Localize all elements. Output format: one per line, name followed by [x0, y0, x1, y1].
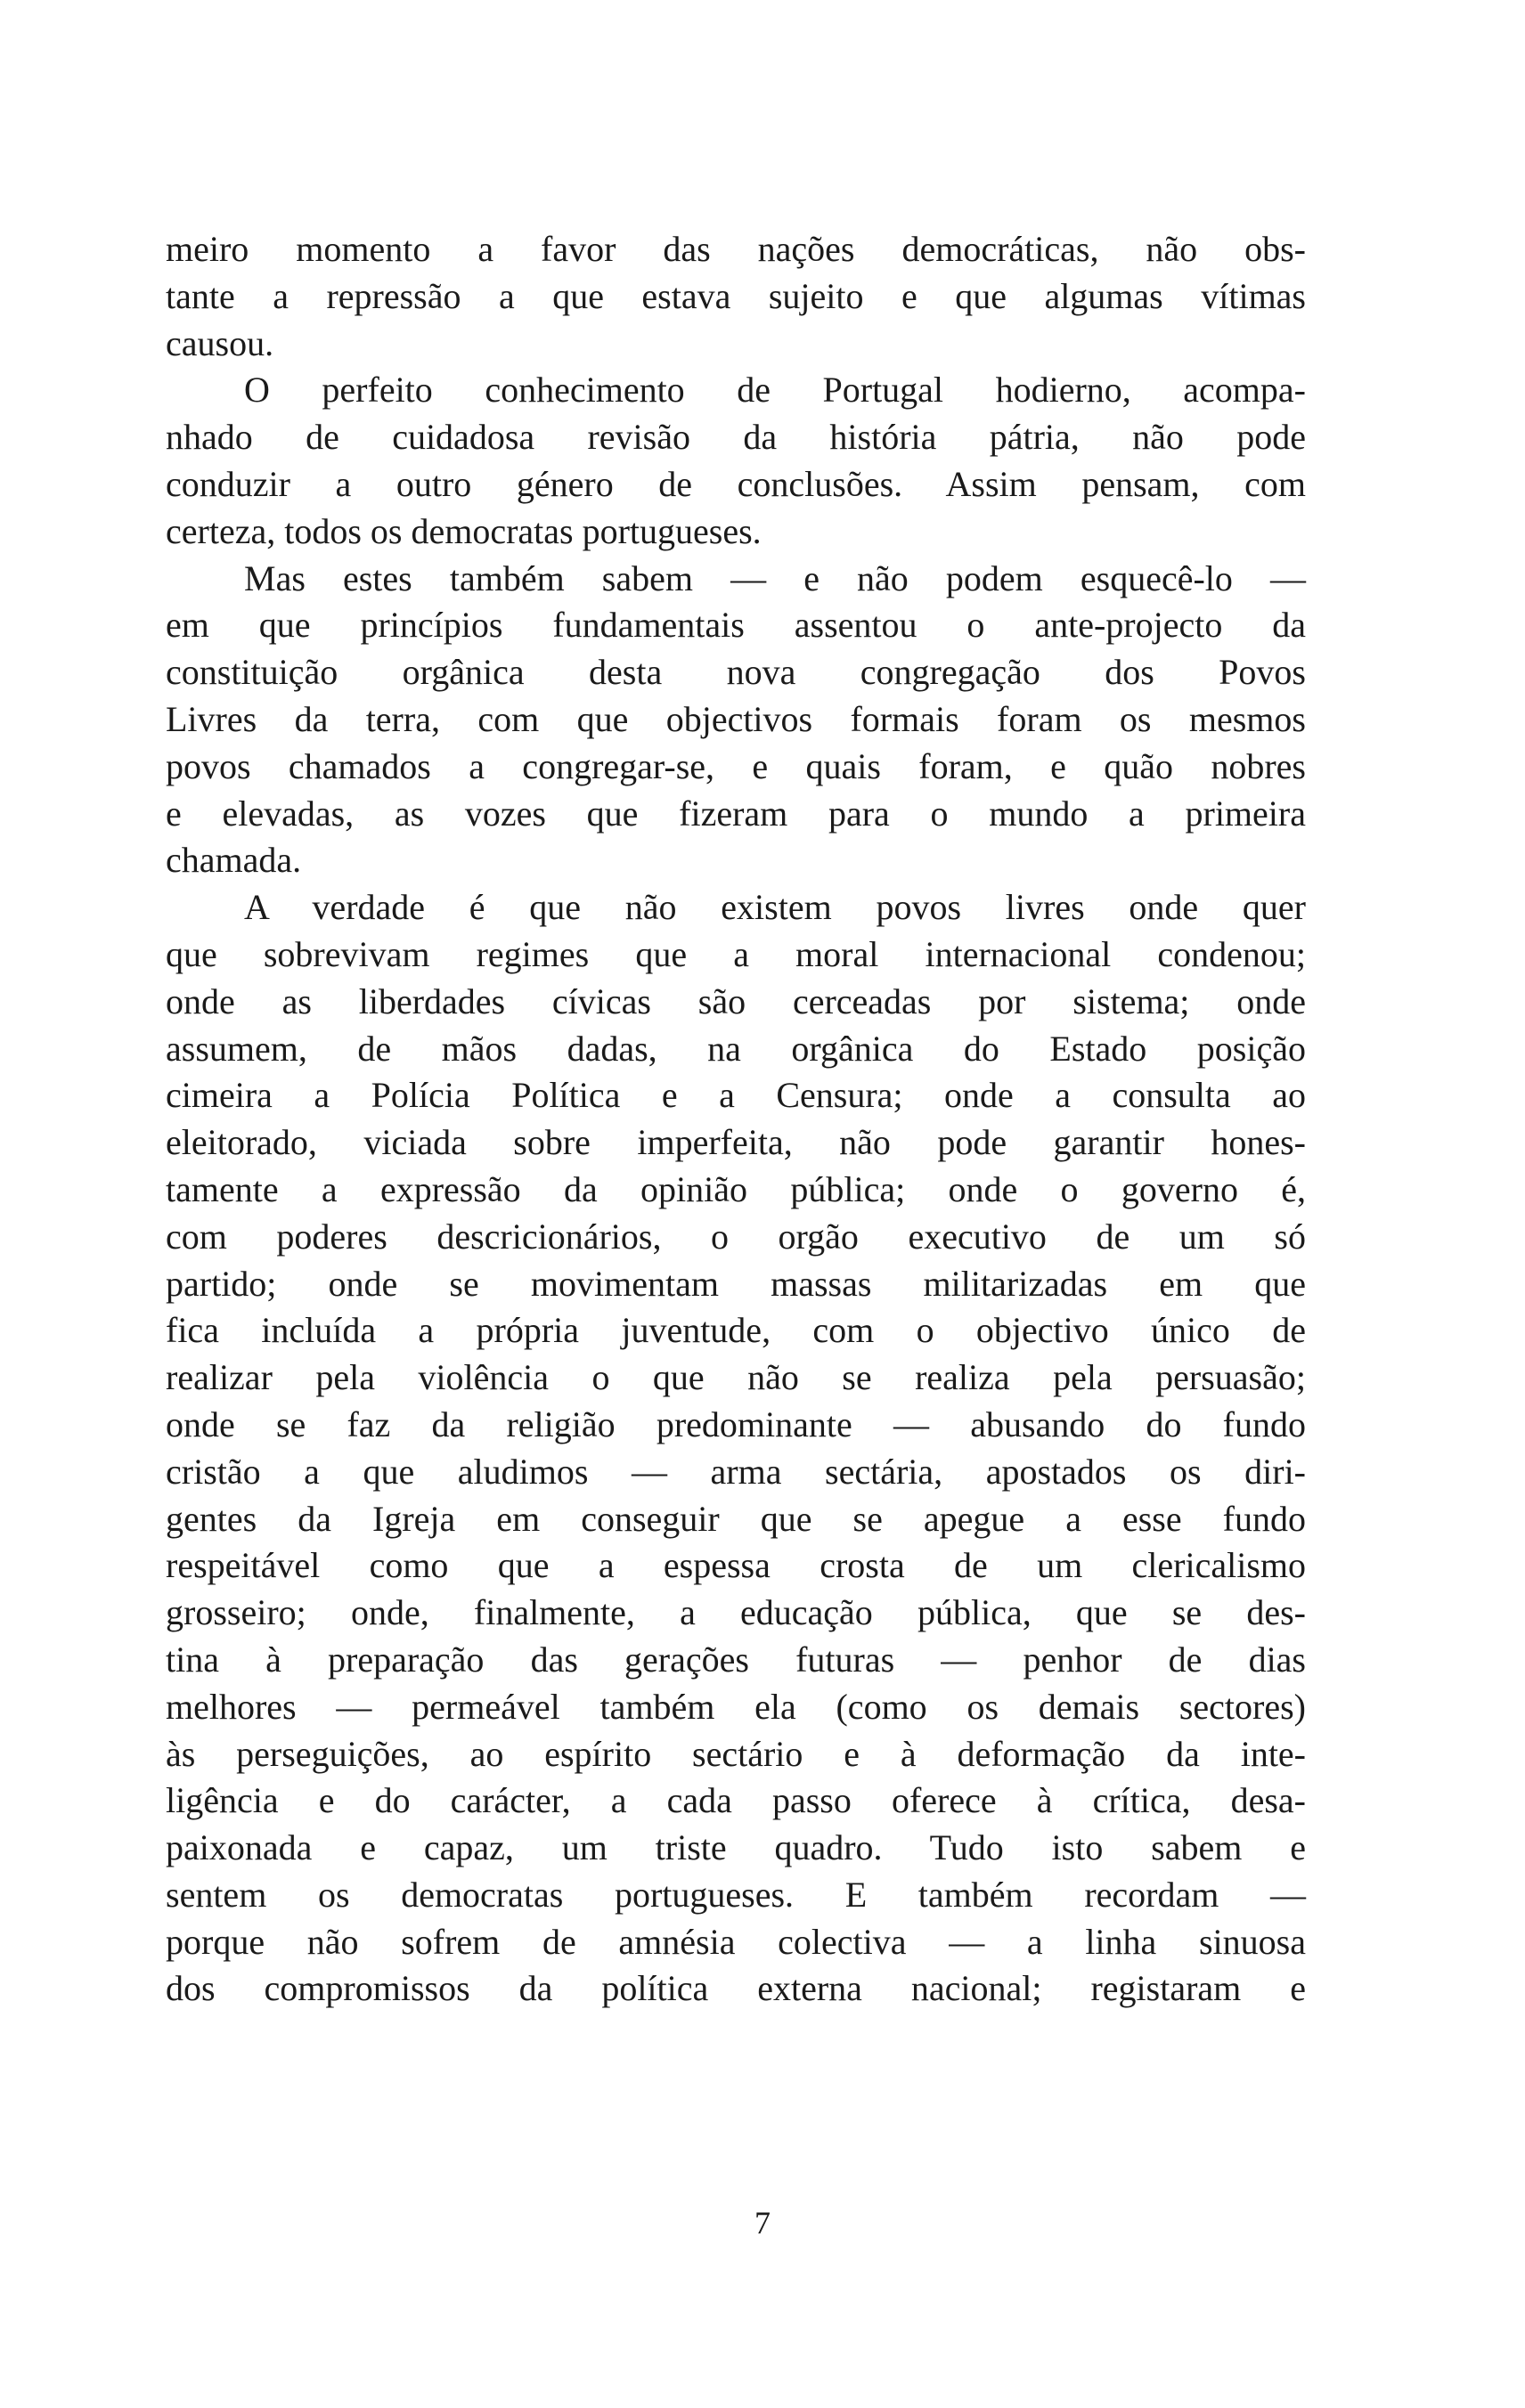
text-line: eleitorado, viciada sobre imperfeita, não pode garantir hones- — [166, 1122, 1306, 1163]
text-line: gentes da Igreja em conseguir que se apegue a esse fundo — [166, 1498, 1306, 1539]
text-line: tamente a expressão da opinião pública; onde o governo é, — [166, 1168, 1306, 1209]
text-line: que sobrevivam regimes que a moral internacional condenou; — [166, 933, 1306, 974]
text-line: causou. — [166, 322, 274, 363]
paragraph-start-line: A verdade é que não existem povos livres onde quer — [244, 887, 1306, 928]
text-line: paixonada e capaz, um triste quadro. Tudo isto sabem e — [166, 1827, 1306, 1868]
text-line: constituição orgânica desta nova congregação dos Povos — [166, 652, 1306, 693]
text-line: e elevadas, as vozes que fizeram para o mundo a primeira — [166, 793, 1306, 834]
text-line: melhores — permeável também ela (como os demais sectores) — [166, 1686, 1306, 1727]
text-line: partido; onde se movimentam massas militarizadas em que — [166, 1263, 1306, 1304]
text-line: às perseguições, ao espírito sectário e à deformação da inte- — [166, 1733, 1306, 1774]
text-line: conduzir a outro género de conclusões. Assim pensam, com — [166, 463, 1306, 504]
text-line: dos compromissos da política externa nacional; registaram e — [166, 1968, 1306, 2009]
text-line: sentem os democratas portugueses. E também recordam — — [166, 1874, 1306, 1915]
text-line: povos chamados a congregar-se, e quais foram, e quão nobres — [166, 745, 1306, 786]
text-line: cimeira a Polícia Política e a Censura; onde a consulta ao — [166, 1075, 1306, 1116]
text-line: porque não sofrem de amnésia colectiva — a linha sinuosa — [166, 1921, 1306, 1962]
text-line: com poderes descricionários, o orgão executivo de um só — [166, 1216, 1306, 1257]
text-line: certeza, todos os democratas portugueses. — [166, 510, 762, 551]
text-line: meiro momento a favor das nações democráticas, não obs- — [166, 229, 1306, 269]
text-line: tina à preparação das gerações futuras — penhor de dias — [166, 1639, 1306, 1680]
text-line: fica incluída a própria juventude, com o objectivo único de — [166, 1310, 1306, 1351]
paragraph-start-line: O perfeito conhecimento de Portugal hodierno, acompa- — [244, 370, 1306, 411]
text-line: em que princípios fundamentais assentou o ante-projecto da — [166, 605, 1306, 646]
text-line: onde as liberdades cívicas são cerceadas por sistema; onde — [166, 980, 1306, 1021]
text-line: tante a repressão a que estava sujeito e que algumas vítimas — [166, 275, 1306, 316]
text-line: realizar pela violência o que não se realiza pela persuasão; — [166, 1357, 1306, 1398]
text-line: grosseiro; onde, finalmente, a educação pública, que se des- — [166, 1592, 1306, 1633]
text-line: assumem, de mãos dadas, na orgânica do Estado posição — [166, 1028, 1306, 1069]
text-line: chamada. — [166, 840, 302, 881]
text-line: respeitável como que a espessa crosta de um clericalismo — [166, 1545, 1306, 1586]
body-text — [166, 226, 1306, 2013]
text-line: nhado de cuidadosa revisão da história pátria, não pode — [166, 417, 1306, 458]
text-line: ligência e do carácter, a cada passo oferece à crítica, desa- — [166, 1780, 1306, 1821]
text-line: cristão a que aludimos — arma sectária, apostados os diri- — [166, 1451, 1306, 1492]
text-line: Livres da terra, com que objectivos formais foram os mesmos — [166, 698, 1306, 739]
text-line: onde se faz da religião predominante — abusando do fundo — [166, 1403, 1306, 1444]
page-number: 7 — [754, 2205, 771, 2241]
paragraph-start-line: Mas estes também sabem — e não podem esquecê-lo — — [244, 557, 1306, 598]
